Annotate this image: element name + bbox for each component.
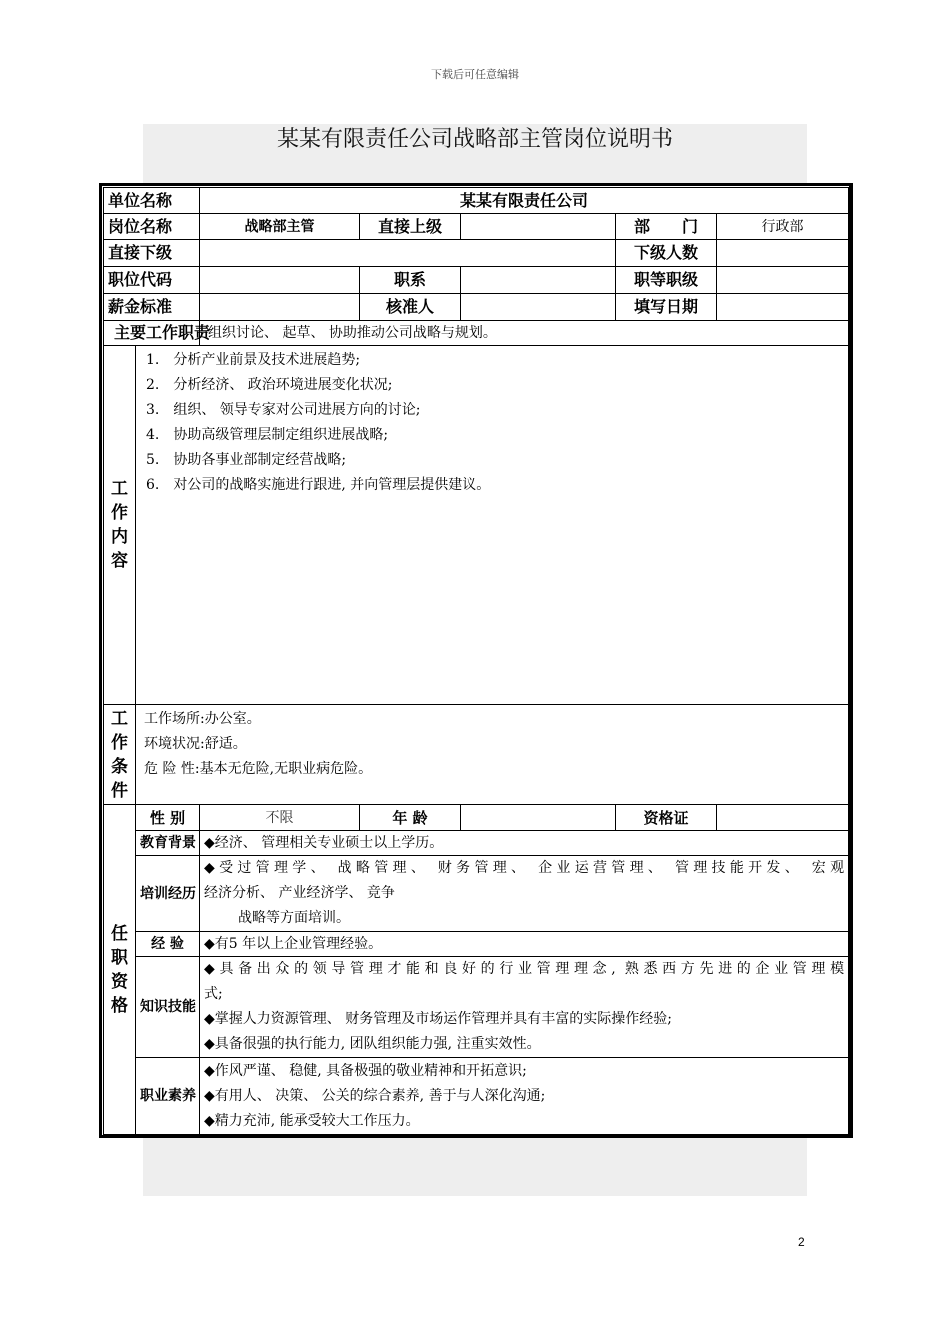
direct-subordinate-label: 直接下级 — [104, 240, 200, 267]
fill-date-label: 填写日期 — [616, 294, 717, 321]
department-label: 部 门 — [616, 214, 717, 240]
post-name-label: 岗位名称 — [104, 214, 200, 240]
training-value: ◆受过管理学、 战略管理、 财务管理、 企业运营管理、 管理技能开发、 宏观 经济分析、 产业经济学、 竞争 战略等方面培训。 — [200, 856, 849, 932]
post-name-value: 战略部主管 — [200, 214, 360, 240]
fill-date-value — [717, 294, 849, 321]
age-value — [461, 805, 616, 831]
age-label: 年 龄 — [360, 805, 461, 831]
subordinate-count-value — [717, 240, 849, 267]
salary-value — [200, 294, 360, 321]
skills-label: 知识技能 — [136, 957, 200, 1058]
list-item: 4. 协助高级管理层制定组织进展战略; — [146, 427, 389, 443]
training-label: 培训经历 — [136, 856, 200, 932]
department-value: 行政部 — [717, 214, 849, 240]
salary-label: 薪金标准 — [104, 294, 200, 321]
direct-subordinate-value — [200, 240, 616, 267]
unit-name-label: 单位名称 — [104, 188, 200, 214]
list-item: 3. 组织、 领导专家对公司进展方向的讨论; — [146, 402, 421, 418]
job-family-value — [461, 267, 616, 294]
direct-superior-value — [461, 214, 616, 240]
list-item: 5. 协助各事业部制定经营战略; — [146, 452, 347, 468]
skills-value: ◆具备出众的领导管理才能和良好的行业管理理念, 熟悉西方先进的企业管理模 式; ◆掌握人力资源管理、 财务管理及市场运作管理并具有丰富的实际操作经验; ◆具备很强的执行能力, 团队组织能力强, 注重实效性。 — [200, 957, 849, 1058]
quality-label: 职业素养 — [136, 1058, 200, 1135]
grade-value — [717, 267, 849, 294]
certificate-label: 资格证 — [616, 805, 717, 831]
work-conditions-list — [136, 705, 849, 805]
list-item: 6. 对公司的战略实施进行跟进, 并向管理层提供建议。 — [146, 477, 491, 493]
grade-label: 职等职级 — [616, 267, 717, 294]
qualifications-label: 任 职 资 格 — [104, 805, 136, 1135]
list-item: 2. 分析经济、 政治环境进展变化状况; — [146, 377, 393, 393]
certificate-value — [717, 805, 849, 831]
work-content-label: 工 作 内 容 — [104, 346, 136, 705]
job-family-label: 职系 — [360, 267, 461, 294]
document-title: 某某有限责任公司战略部主管岗位说明书 — [276, 127, 673, 152]
approver-value — [461, 294, 616, 321]
main-duty-value: 组织讨论、 起草、 协助推动公司战略与规划。 — [200, 321, 849, 346]
education-label: 教育背景 — [136, 831, 200, 856]
approver-label: 核准人 — [360, 294, 461, 321]
direct-superior-label: 直接上级 — [360, 214, 461, 240]
page-number: 2 — [798, 1235, 805, 1249]
experience-label: 经 验 — [136, 932, 200, 957]
header-note: 下载后可任意编辑 — [431, 68, 519, 81]
gender-label: 性 别 — [136, 805, 200, 831]
gender-value: 不限 — [200, 805, 360, 831]
list-item: 1. 分析产业前景及技术进展趋势; — [146, 352, 361, 368]
job-description-form — [103, 187, 849, 1135]
education-value: ◆经济、 管理相关专业硕士以上学历。 — [200, 831, 849, 856]
list-item: 危 险 性:基本无危险,无职业病危险。 — [144, 761, 373, 777]
position-code-label: 职位代码 — [104, 267, 200, 294]
work-conditions-label: 工 作 条 件 — [104, 705, 136, 805]
work-content-list — [136, 346, 849, 705]
experience-value: ◆有5 年以上企业管理经验。 — [200, 932, 849, 957]
list-item: 环境状况:舒适。 — [144, 736, 247, 752]
list-item: 工作场所:办公室。 — [144, 711, 261, 727]
quality-value: ◆作风严谨、 稳健, 具备极强的敬业精神和开拓意识; ◆有用人、 决策、 公关的综合素养, 善于与人深化沟通; ◆精力充沛, 能承受较大工作压力。 — [200, 1058, 849, 1135]
subordinate-count-label: 下级人数 — [616, 240, 717, 267]
main-duty-label: 主要工作职责 — [104, 321, 200, 346]
unit-name-value: 某某有限责任公司 — [200, 188, 849, 214]
position-code-value — [200, 267, 360, 294]
